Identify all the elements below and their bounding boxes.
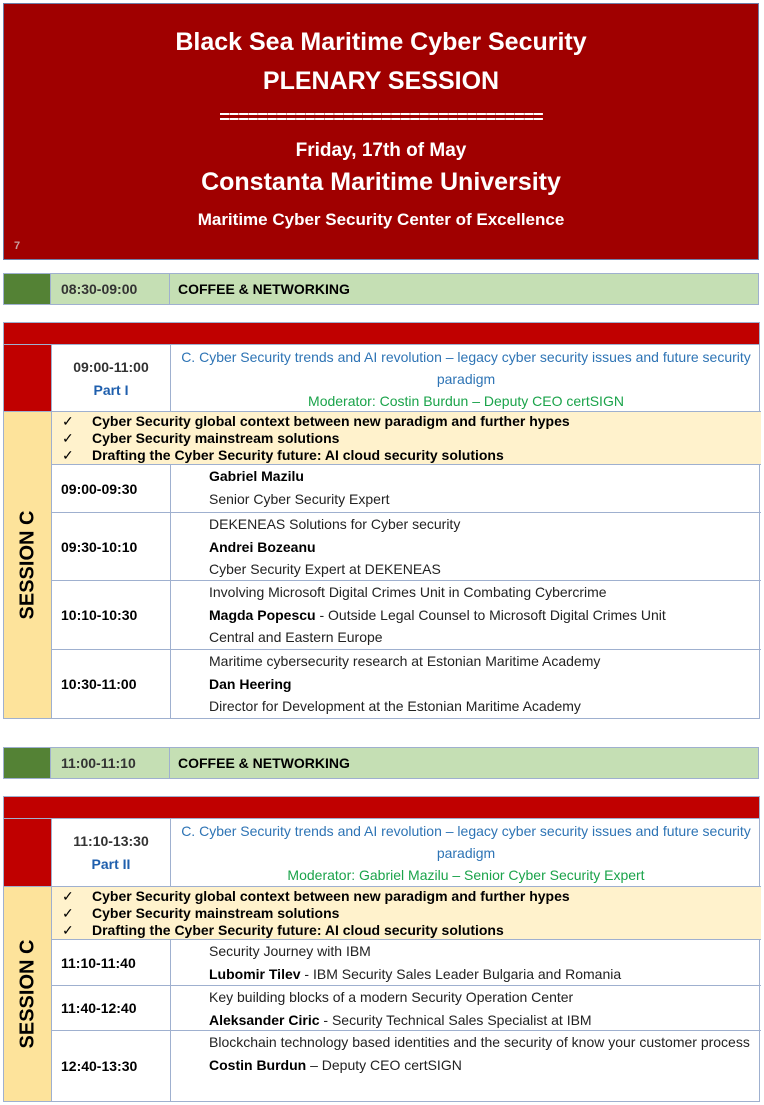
session-moderator: Moderator: Gabriel Mazilu – Senior Cyber Security Expert (287, 867, 645, 883)
agenda-row (52, 581, 761, 650)
speaker-role: - IBM Security Sales Leader Bulgaria and Romania (300, 965, 622, 982)
agenda-row (52, 513, 761, 581)
topic-bullet: ✓ Cyber Security mainstream solutions (62, 430, 340, 446)
talk-title: Key building blocks of a modern Security Operation Center (209, 989, 574, 1005)
checkmark-icon: ✓ (62, 922, 74, 938)
session-header-bar (3, 796, 760, 819)
checkmark-icon: ✓ (62, 430, 74, 446)
topic-bullet: ✓ Cyber Security global context between new paradigm and further hypes (62, 413, 570, 429)
session-side-text: SESSION C (16, 939, 38, 1049)
header-banner (3, 3, 759, 260)
talk-time: 12:40-13:30 (52, 1031, 171, 1101)
talk-time: 10:10-10:30 (52, 581, 171, 649)
coffee-time: 08:30-09:00 (51, 274, 170, 304)
talk-details (171, 650, 761, 718)
speaker-role: – Deputy CEO certSIGN (306, 1056, 462, 1073)
session-block-part-1 (3, 345, 760, 719)
session-side-text: SESSION C (16, 510, 38, 620)
session-block-part-2 (3, 819, 760, 1102)
talk-title: Blockchain technology based identities and the security of know your customer process (209, 1034, 750, 1050)
talk-title: Involving Microsoft Digital Crimes Unit in Combating Cybercrime (209, 584, 607, 600)
speaker-role: - Outside Legal Counsel to Microsoft Digital Crimes Unit (315, 606, 666, 623)
coffee-break-row (3, 747, 759, 779)
talk-title: DEKENEAS Solutions for Cyber security (209, 516, 461, 532)
topic-bullet: ✓ Drafting the Cyber Security future: AI cloud security solutions (62, 447, 504, 463)
speaker-affiliation: Senior Cyber Security Expert (209, 490, 390, 507)
agenda-row (52, 465, 761, 513)
red-marker (4, 345, 52, 411)
speaker-role: - Security Technical Sales Specialist at IBM (319, 1011, 592, 1028)
session-moderator: Moderator: Costin Burdun – Deputy CEO certSIGN (308, 393, 624, 409)
talk-details (171, 581, 761, 649)
coffee-label: COFFEE & NETWORKING (170, 274, 758, 304)
speaker-name: Costin Burdun (209, 1056, 307, 1073)
session-part: Part II (91, 856, 131, 872)
talk-time: 11:40-12:40 (52, 986, 171, 1030)
topics-list (52, 887, 761, 940)
talk-details (171, 1031, 761, 1101)
topic-bullet: ✓ Drafting the Cyber Security future: AI cloud security solutions (62, 922, 504, 938)
talk-time: 09:00-09:30 (52, 465, 171, 512)
session-time: 11:10-13:30 (73, 833, 149, 849)
agenda-row (52, 650, 761, 718)
speaker-affiliation: Cyber Security Expert at DEKENEAS (209, 561, 441, 578)
session-header-row (4, 819, 761, 887)
session-description (171, 345, 761, 411)
session-description (171, 819, 761, 886)
session-part: Part I (93, 382, 129, 398)
session-side-label (4, 412, 52, 718)
checkmark-icon: ✓ (62, 888, 74, 904)
coffee-label: COFFEE & NETWORKING (170, 748, 758, 778)
checkmark-icon: ✓ (62, 413, 74, 429)
session-time-cell (52, 345, 171, 411)
speaker-name: Magda Popescu (209, 606, 316, 623)
speaker-affiliation: Central and Eastern Europe (209, 629, 383, 646)
talk-title: Security Journey with IBM (209, 943, 371, 959)
checkmark-icon: ✓ (62, 447, 74, 463)
session-header-row (4, 345, 761, 412)
talk-time: 09:30-10:10 (52, 513, 171, 580)
speaker-name: Gabriel Mazilu (209, 468, 304, 484)
session-time-cell (52, 819, 171, 886)
session-time: 09:00-11:00 (73, 359, 149, 375)
session-header-bar (3, 322, 760, 345)
page-number: 7 (14, 240, 21, 252)
agenda-row (52, 1031, 761, 1101)
talk-time: 11:10-11:40 (52, 940, 171, 985)
talk-details (171, 986, 761, 1030)
checkmark-icon: ✓ (62, 905, 74, 921)
talk-details (171, 940, 761, 985)
agenda-row (52, 986, 761, 1031)
topic-bullet: ✓ Cyber Security mainstream solutions (62, 905, 340, 921)
session-topic: C. Cyber Security trends and AI revolution – legacy cyber security issues and future security paradigm (181, 349, 751, 387)
agenda-row (52, 940, 761, 986)
event-date: Friday, 17th of May (295, 140, 467, 161)
talk-time: 10:30-11:00 (52, 650, 171, 718)
coffee-time: 11:00-11:10 (51, 748, 170, 778)
coffee-break-row (3, 273, 759, 305)
session-side-label (4, 887, 52, 1101)
green-marker (4, 274, 51, 304)
session-title: PLENARY SESSION (262, 67, 500, 95)
speaker-name: Dan Heering (209, 675, 292, 692)
session-topic: C. Cyber Security trends and AI revolution – legacy cyber security issues and future security paradigm (181, 823, 751, 861)
talk-title: Maritime cybersecurity research at Estonian Maritime Academy (209, 653, 601, 669)
red-marker (4, 819, 52, 886)
talk-details (171, 465, 761, 512)
speaker-name: Lubomir Tilev (209, 965, 301, 982)
green-marker (4, 748, 51, 778)
separator: ================================== (219, 107, 543, 127)
speaker-affiliation: Director for Development at the Estonian Maritime Academy (209, 698, 581, 715)
event-title: Black Sea Maritime Cyber Security (175, 28, 587, 56)
event-center: Maritime Cyber Security Center of Excellence (197, 210, 565, 229)
speaker-name: Andrei Bozeanu (209, 538, 316, 555)
topic-bullet: ✓ Cyber Security global context between new paradigm and further hypes (62, 888, 570, 904)
event-venue: Constanta Maritime University (201, 168, 561, 196)
talk-details (171, 513, 761, 580)
topics-list (52, 412, 761, 465)
speaker-name: Aleksander Ciric (209, 1011, 320, 1028)
